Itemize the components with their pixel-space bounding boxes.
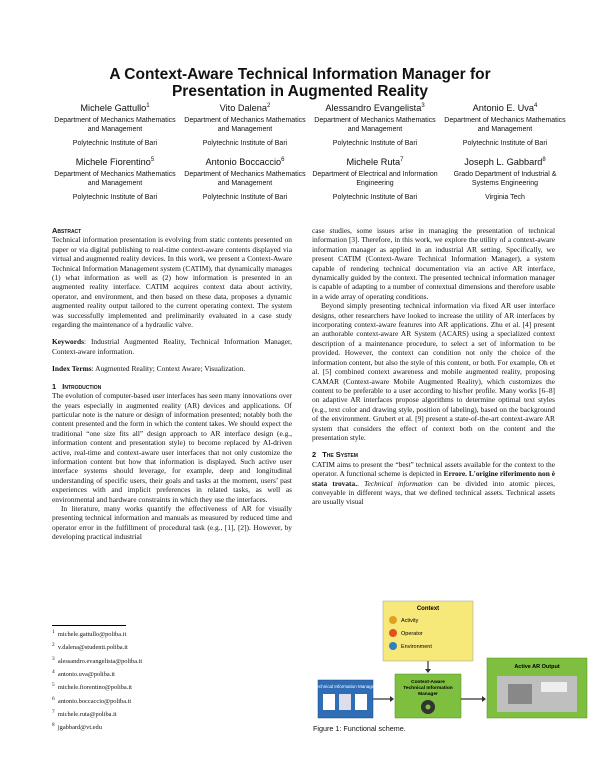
author-card [50,154,180,202]
author-card [180,100,310,148]
footnote: $^3$ alessandro.evangelista@poliba.it [52,655,143,665]
index-terms-text: : Augmented Reality; Context Aware; Visualization. [91,364,246,374]
footnote: $^7$ michele.ruta@poliba.it [52,708,117,719]
author-name: Vito Dalena [219,103,267,114]
author-institution: Polytechnic Institute of Bari [202,140,288,148]
footnote: $^1$ michele.gattullo@poliba.it [52,629,127,639]
right-paragraph-1: case studies, some issues arise in managing the presentation of technical information [3]. Therefore, in this work, we explore the utility of a context-aware information manager as applied in an industrial AR setting. Specifically, we present CATIM (Context-Aware Technical Information Manager), a system capable of rendering technical documentation via an active AR interface, dynamically guided by the context. The presented technical information manager is capable of adapting to a number of contextual dimensions and therefore usable in a wide array of operating conditions. [312,226,555,301]
author-block [50,100,570,202]
functional-scheme-figure [313,598,595,730]
context-operator: Operator [401,631,423,637]
keywords-label: Keywords [52,337,85,347]
context-environment: Environment [401,644,432,650]
author-row-2 [50,154,570,202]
footnote: $^6$ antonio.boccaccio@poliba.it [52,695,132,705]
broken-reference: Errore. L'origine riferimento non è stata trovata. [312,469,555,488]
document-icon [339,694,351,710]
left-box-label: Technical Information Manager [314,684,376,689]
author-footnote-mark: 2 [267,103,271,109]
center-box-line-3: Manager [418,692,438,697]
index-terms-label: Index Terms [52,364,92,374]
author-footnote-mark: 4 [533,103,538,109]
author-footnote-mark: 3 [421,103,425,109]
right-paragraph-2: Beyond simply presenting technical information via fixed AR user interface designs, other researchers have looked to increase the utility of AR interfaces by incorporating context-aware features into AR applications. Zhu et al. [4] present an authorable context-aware AR System (ACARS) using a specialized context description of a maintenance procedure, to select a set of information to be provided. However, the context can condition not only the choice of the information content, but also the style of this content, or both. For example, Oh et al. [5] combined context awareness and mobile augmented reality, proposing CAMAR (Context-aware Mobile Augmented Reality), which customizes the content to be preferable to a user according to his/her profile. Many works [6–8] on adaptive AR interfaces propose algorithms to determine optimal text styles (e.g., text color and drawing style, position of labeling), based on the background of the environment. Grubert et al. [9] present a state-of-the-art context-aware AR system that considers the effect of context both on the content and the presentation style. [312,301,555,442]
right-column [312,226,555,507]
author-card [440,154,570,202]
intro-paragraph-1: The evolution of computer-based user interfaces has seen many innovations over the years especially in augmented reality (AR) devices and applications. Of particular note is the nature or design of information presented; notably both the content presented and the form in which the content takes. We should expect the traditional “one size fits all” design approach to AR interface design (e.g., information content and presentation style) to become replaced by AI-driven active, real-time and context-aware user interfaces that not only customize the information content but how that information is displayed. Such active user interface systems should leverage, for example, deep and longitudinal understanding of specific users, their goals and tasks at the moment, users’ past experiences with and implicit preferences in related tasks, as well as environmental and hardware constraints in which they use the interfaces. [52,391,292,504]
author-institution: Virginia Tech [485,194,525,202]
author-affiliation: Department of Mechanics Mathematics and Management [184,171,306,188]
document-icon [323,694,335,710]
footnote: $^2$ v.dalena@studenti.poliba.it [52,642,128,652]
section-number: 2 [312,450,317,460]
author-footnote-mark: 6 [281,157,285,164]
right-box-label: Active AR Output [514,664,560,670]
title-line-1: A Context-Aware Technical Information Manager for [109,66,491,83]
keywords-text: : Industrial Augmented Reality, Technical Information Manager, Context-aware information. [52,337,292,356]
paper-title [0,66,600,100]
system-paragraph: CATIM aims to present the “best” technical assets available for the context to the operator. A functional scheme is depicted in Errore. L'origine riferimento non è stata trovata.. Technical information can be divided into atomic pieces, conveyable in different ways, that we defined technical assets. Technical assets are usually visual [312,459,555,507]
left-column [52,226,292,542]
section-title: The System [322,450,358,460]
footnote-rule [52,625,126,626]
context-title: Context [416,606,440,612]
author-institution: Polytechnic Institute of Bari [462,140,548,148]
environment-icon [389,642,397,650]
footnotes [52,627,292,734]
author-affiliation: Grado Department of Industrial & Systems Engineering [453,171,557,188]
author-name: Antonio E. Uva [472,103,534,114]
context-activity: Activity [401,618,419,624]
author-institution: Polytechnic Institute of Bari [72,194,158,202]
author-affiliation: Department of Mechanics Mathematics and Management [184,117,306,134]
author-footnote-mark: 5 [150,157,155,164]
abstract-heading: Abstract [52,226,82,235]
author-card [310,100,440,148]
author-affiliation: Department of Mechanics Mathematics and Management [54,171,176,188]
author-name: Antonio Boccaccio [205,157,282,168]
title-line-2: Presentation in Augmented Reality [171,83,429,100]
author-institution: Polytechnic Institute of Bari [202,194,288,202]
author-name: Michele Gattullo [80,103,147,114]
section-number: 1 [52,381,57,391]
functional-scheme-diagram [313,598,595,722]
author-card [310,154,440,202]
footnote: $^5$ michele.fiorentino@poliba.it [52,682,132,692]
activity-icon [389,616,397,624]
center-box-line-1: Context-Aware [411,680,445,685]
author-footnote-mark: 1 [146,103,150,109]
author-institution: Polytechnic Institute of Bari [72,140,158,148]
author-footnote-mark: 7 [400,157,404,164]
author-name: Michele Fiorentino [75,157,151,168]
section-2-heading [312,450,555,459]
author-institution: Polytechnic Institute of Bari [332,194,418,202]
author-name: Alessandro Evangelista [325,103,422,114]
section-1-heading [52,382,292,391]
author-footnote-mark: 8 [542,157,546,164]
machine-icon [508,684,532,704]
author-affiliation: Department of Mechanics Mathematics and Management [54,117,176,134]
section-title: Introduction [62,381,102,391]
author-card [180,154,310,202]
operator-icon [389,629,397,637]
document-icon [355,694,367,710]
intro-paragraph-2: In literature, many works quantify the effectiveness of AR for visually presenting technical information and manuals as measured by reduced time and operator error in the fulfillment of procedural task (e.g., [1], [2]). However, by developing practical industrial [52,503,292,542]
author-affiliation: Department of Electrical and Information Engineering [312,171,438,188]
abstract-text: Technical information presentation is evolving from static contents presented on paper or via digital publishing to real-time context-aware contents displayed via virtual and augmented reality devices. In this work, we present a Context-Aware Technical Information Management system (CATIM), that dynamically manages (1) what information as well as (2) how information is presented in an augmented reality interface. CATIM acquires context data about activity, operator, and environment, and then based on these data, proposes a dynamic augmented reality output tailored to the current operating context. The system was successfully implemented and preliminarily evaluated in a case study regarding the maintenance of a hydraulic valve. [52,235,292,330]
footnote: $^4$ antonio.uva@poliba.it [52,668,115,679]
author-affiliation: Department of Mechanics Mathematics and Management [314,117,436,134]
author-affiliation: Department of Mechanics Mathematics and Management [444,117,566,134]
center-box-line-2: Technical Information [403,686,453,691]
author-institution: Polytechnic Institute of Bari [332,140,418,148]
figure-caption: Figure 1: Functional scheme. [313,724,406,733]
author-card [440,100,570,148]
author-card [50,100,180,148]
author-name: Michele Ruta [346,157,401,168]
author-row-1 [50,100,570,148]
footnote: $^8$ jgabbard@vt.edu [52,722,102,732]
author-name: Joseph L. Gabbard [464,157,543,168]
ar-label [541,682,567,692]
